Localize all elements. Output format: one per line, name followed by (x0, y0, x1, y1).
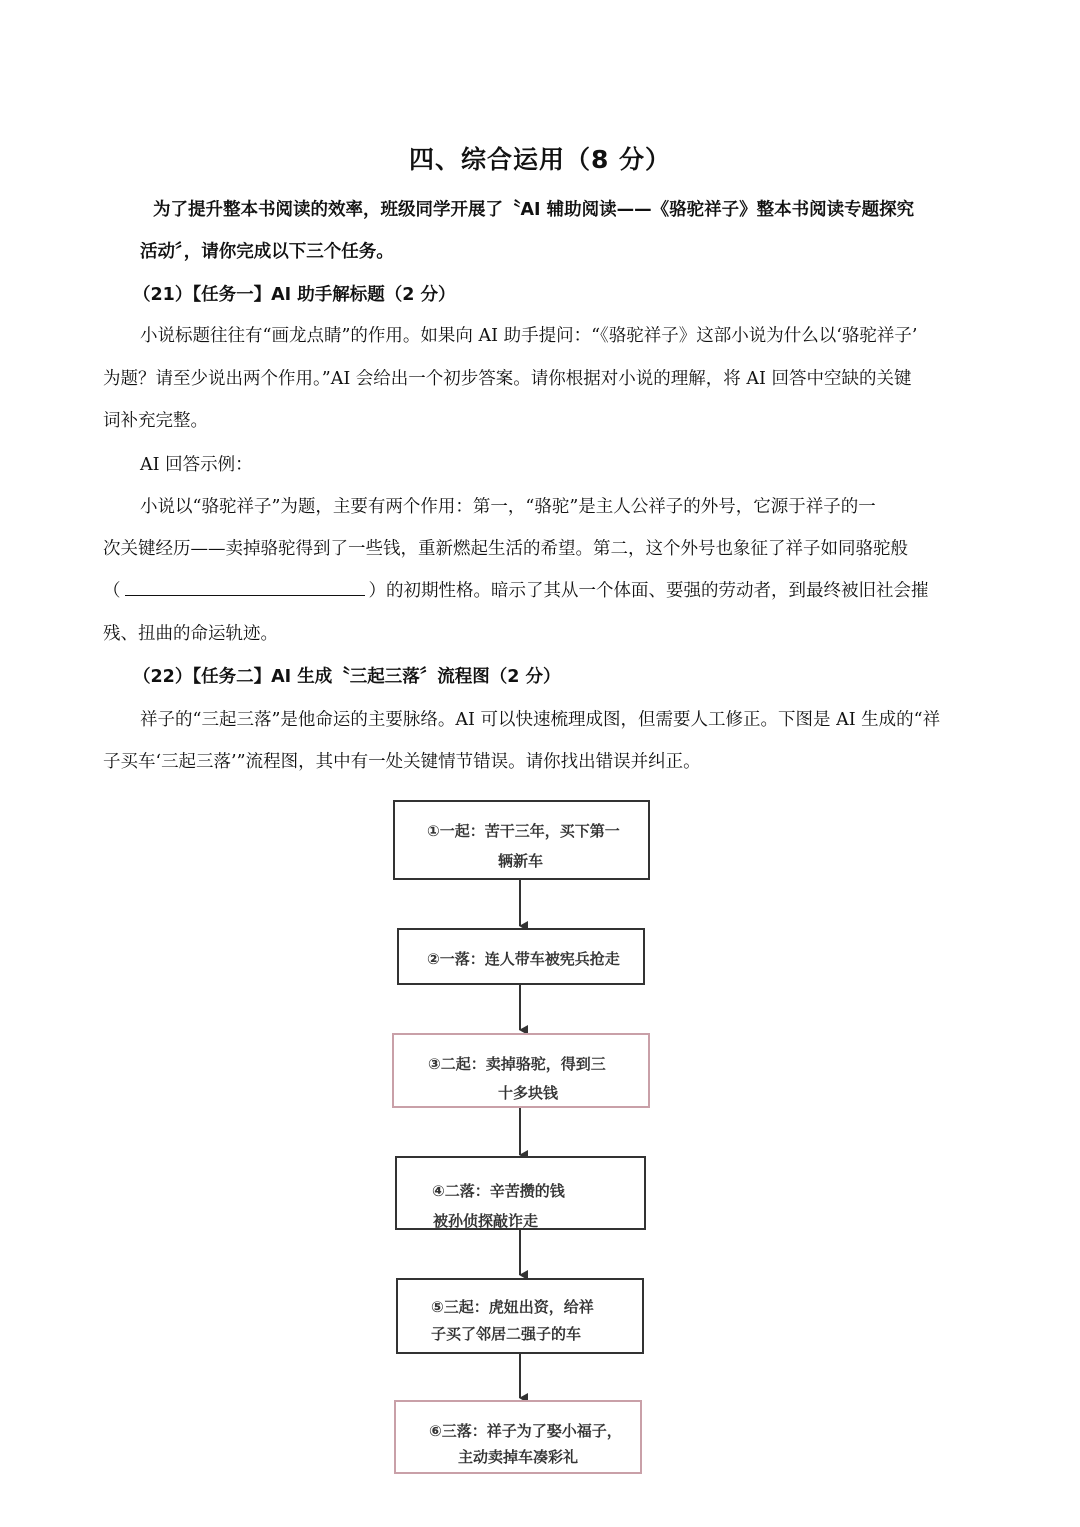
task1-para-line-3: 词补充完整。 (103, 411, 208, 431)
flow-step-1 (393, 800, 650, 880)
flow-step-4-line-2: 被孙侦探敲诈走 (433, 1212, 539, 1230)
flow-step-1-line-1: ①一起：苦干三年，买下第一 (427, 822, 620, 840)
flow-step-1-line-2: 辆新车 (498, 852, 544, 870)
intro-line-1: 为了提升整本书阅读的效率，班级同学开展了〝AI 辅助阅读——《骆驼祥子》整本书阅读专题探究 (153, 200, 915, 220)
flow-step-3-line-1: ③二起：卖掉骆驼，得到三 (428, 1055, 606, 1073)
flow-step-5-line-1: ⑤三起：虎妞出资，给祥 (431, 1298, 594, 1316)
flow-step-4-line-1: ④二落：辛苦攒的钱 (432, 1182, 565, 1200)
task2-para-line-1: 祥子的“三起三落”是他命运的主要脉络。AI 可以快速梳理成图，但需要人工修正。下图是 AI 生成的“祥 (140, 710, 941, 730)
flow-step-3 (392, 1033, 650, 1108)
flow-step-6-line-1: ⑥三落：祥子为了娶小福子， (429, 1422, 622, 1440)
flow-step-6-line-2: 主动卖掉车凑彩礼 (458, 1448, 579, 1466)
ai-answer-line-3-text: ）的初期性格。暗示了其从一个体面、要强的劳动者，到最终被旧社会摧 (368, 581, 929, 601)
task1-heading: （21）【任务一】AI 助手解标题（2 分） (133, 285, 456, 305)
task1-para-line-2: 为题？请至少说出两个作用。”AI 会给出一个初步答案。请你根据对小说的理解，将 AI 回答中空缺的关键 (103, 369, 912, 389)
flow-step-5-line-2: 子买了邻居二强子的车 (431, 1325, 582, 1343)
flow-step-6 (394, 1400, 642, 1474)
section-title: 四、综合运用（8 分） (408, 145, 672, 174)
ai-answer-line-4: 残、扭曲的命运轨迹。 (103, 624, 278, 644)
blank-open-paren: （ (103, 581, 121, 601)
ai-answer-line-2: 次关键经历——卖掉骆驼得到了一些钱，重新燃起生活的希望。第二，这个外号也象征了祥子如同骆驼般 (103, 539, 908, 559)
ai-example-label: AI 回答示例： (140, 455, 253, 475)
task2-heading: （22）【任务二】AI 生成〝三起三落〞流程图（2 分） (133, 667, 561, 687)
flow-step-3-line-2: 十多块钱 (498, 1084, 559, 1102)
intro-line-2: 活动〞，请你完成以下三个任务。 (140, 242, 394, 262)
flow-step-4 (395, 1156, 646, 1230)
flow-step-2-line-1: ②一落：连人带车被宪兵抢走 (427, 950, 620, 968)
flow-step-2 (397, 928, 645, 985)
task2-para-line-2: 子买车‘三起三落’”流程图，其中有一处关键情节错误。请你找出错误并纠正。 (103, 752, 701, 772)
flow-step-5 (396, 1278, 644, 1354)
ai-answer-line-1: 小说以“骆驼祥子”为题，主要有两个作用：第一，“骆驼”是主人公祥子的外号，它源于祥子的一 (140, 497, 876, 517)
task1-para-line-1: 小说标题往往有“画龙点睛”的作用。如果向 AI 助手提问：“《骆驼祥子》这部小说为什么以‘骆驼祥子’ (140, 326, 918, 346)
